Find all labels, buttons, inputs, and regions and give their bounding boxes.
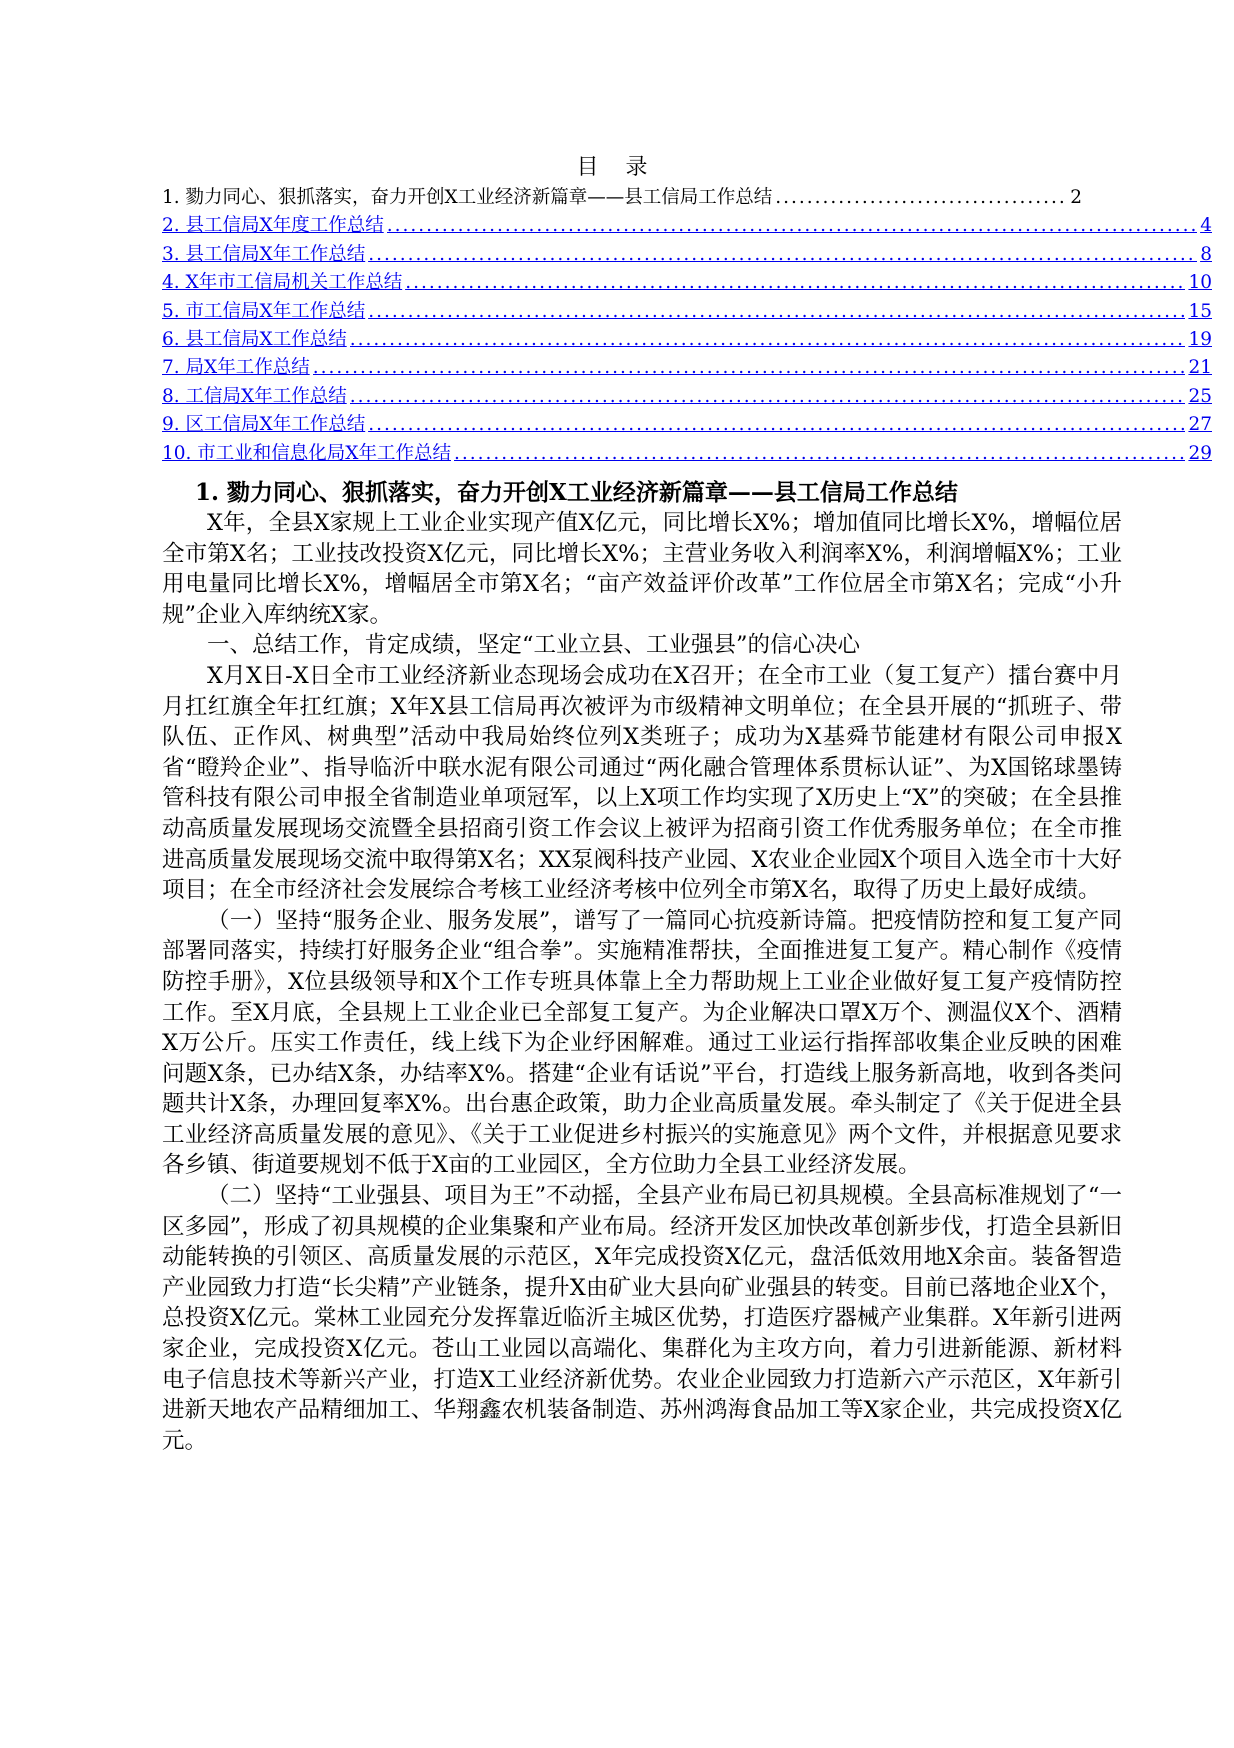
toc-entry-label: 2. 县工信局X年度工作总结 [162, 215, 384, 237]
toc-leader-dots [368, 241, 1197, 269]
toc-leader-dots [405, 269, 1185, 297]
toc-leader-dots [350, 383, 1186, 411]
toc-entry-6[interactable] [162, 326, 1212, 354]
toc-entry-label: 6. 县工信局X工作总结 [162, 328, 347, 350]
toc-entry-label: 7. 局X年工作总结 [162, 357, 310, 379]
toc-entry-1[interactable] [162, 184, 1082, 212]
toc-leader-dots [387, 212, 1198, 240]
toc-leader-dots [368, 298, 1185, 326]
toc-entry-page: 21 [1188, 357, 1212, 379]
paragraph-summary: X年，全县X家规上工业企业实现产值X亿元，同比增长X%；增加值同比增长X%，增幅位居全市第X名；工业技改投资X亿元，同比增长X%；主营业务收入利润率X%，利润增幅X%；工业用电量同比增长X%，增幅居全市第X名；“亩产效益评价改革”工作位居全市第X名；完成“小升规”企业入库纳统X家。 [162, 510, 1122, 628]
toc-entry-3[interactable] [162, 241, 1212, 269]
toc-entry-label: 9. 区工信局X年工作总结 [162, 414, 366, 436]
toc-entry-page: 2 [1070, 187, 1082, 208]
toc-entry-page: 4 [1200, 215, 1212, 237]
toc-entry-7[interactable] [162, 354, 1212, 382]
toc-entry-page: 19 [1188, 328, 1212, 350]
paragraph-subheading: 一、总结工作，肯定成绩，坚定“工业立县、工业强县”的信心决心 [207, 632, 861, 659]
toc-entry-label: 10. 市工业和信息化局X年工作总结 [162, 442, 451, 464]
body-text [162, 508, 1122, 1456]
toc-entry-2[interactable] [162, 212, 1212, 240]
toc-entry-4[interactable] [162, 269, 1212, 297]
section-heading: 1. 勠力同心、狠抓落实，奋力开创X工业经济新篇章——县工信局工作总结 [195, 479, 958, 506]
toc-leader-dots [368, 411, 1185, 439]
paragraph-projects: （二）坚持“工业强县、项目为王”不动摇，全县产业布局已初具规模。全县高标准规划了“一区多园”，形成了初具规模的企业集聚和产业布局。经济开发区加快改革创新步伐，打造全县新旧动能转换的引领区、高质量发展的示范区，X年完成投资X亿元，盘活低效用地X余亩。装备智造产业园致力打造“长尖精”产业链条，提升X由矿业大县向矿业强县的转变。目前已落地企业X个，总投资X亿元。棠林工业园充分发挥靠近临沂主城区优势，打造医疗器械产业集群。X年新引进两家企业，完成投资X亿元。苍山工业园以高端化、集群化为主攻方向，着力引进新能源、新材料电子信息技术等新兴产业，打造X工业经济新优势。农业企业园致力打造新六产示范区，X年新引进新天地农产品精细加工、华翔鑫农机装备制造、苏州鸿海食品加工等X家企业，共完成投资X亿元。 [162, 1183, 1122, 1454]
toc-entry-label: 5. 市工信局X年工作总结 [162, 300, 366, 322]
toc-entry-label: 1. 勠力同心、狠抓落实，奋力开创X工业经济新篇章——县工信局工作总结 [162, 187, 773, 208]
toc-leader-dots [454, 440, 1185, 468]
toc-entry-page: 8 [1200, 243, 1212, 265]
toc-entry-10[interactable] [162, 440, 1212, 468]
toc-entry-label: 3. 县工信局X年工作总结 [162, 243, 366, 265]
toc-entry-page: 25 [1188, 385, 1212, 407]
toc-entry-label: 8. 工信局X年工作总结 [162, 385, 347, 407]
paragraph-service: （一）坚持“服务企业、服务发展”，谱写了一篇同心抗疫新诗篇。把疫情防控和复工复产同部署同落实，持续打好服务企业“组合拳”。实施精准帮扶，全面推进复工复产。精心制作《疫情防控手册》，X位县级领导和X个工作专班具体靠上全力帮助规上工业企业做好复工复产疫情防控工作。至X月底，全县规上工业企业已全部复工复产。为企业解决口罩X万个、测温仪X个、酒精X万公斤。压实工作责任，线上线下为企业纾困解难。通过工业运行指挥部收集企业反映的困难问题X条，已办结X条，办结率X%。搭建“企业有话说”平台，打造线上服务新高地，收到各类问题共计X条，办理回复率X%。出台惠企政策，助力企业高质量发展。牵头制定了《关于促进全县工业经济高质量发展的意见》、《关于工业促进乡村振兴的实施意见》两个文件，并根据意见要求各乡镇、街道要规划不低于X亩的工业园区，全方位助力全县工业经济发展。 [162, 907, 1122, 1179]
toc-leader-dots [313, 354, 1186, 382]
toc-leader-dots [775, 184, 1067, 212]
toc-entry-label: 4. X年市工信局机关工作总结 [162, 272, 403, 294]
toc-entry-page: 15 [1188, 300, 1212, 322]
toc-title: 目 录 [576, 155, 658, 180]
toc-entry-page: 29 [1188, 442, 1212, 464]
toc-entry-page: 10 [1188, 272, 1212, 294]
toc-entry-9[interactable] [162, 411, 1212, 439]
toc-entry-page: 27 [1188, 414, 1212, 436]
paragraph-achievements: X月X日-X日全市工业经济新业态现场会成功在X召开；在全市工业（复工复产）擂台赛中月月扛红旗全年扛红旗；X年X县工信局再次被评为市级精神文明单位；在全县开展的“抓班子、带队伍、正作风、树典型”活动中我局始终位列X类班子；成功为X基舜节能建材有限公司申报X省“瞪羚企业”、指导临沂中联水泥有限公司通过“两化融合管理体系贯标认证”、为X国铭球墨铸管科技有限公司申报全省制造业单项冠军，以上X项工作均实现了X历史上“X”的突破；在全县推动高质量发展现场交流暨全县招商引资工作会议上被评为招商引资工作优秀服务单位；在全市推进高质量发展现场交流中取得第X名；XX泵阀科技产业园、X农业企业园X个项目入选全市十大好项目；在全市经济社会发展综合考核工业经济考核中位列全市第X名，取得了历史上最好成绩。 [162, 662, 1122, 904]
table-of-contents [162, 184, 1212, 468]
toc-leader-dots [350, 326, 1186, 354]
toc-entry-8[interactable] [162, 383, 1212, 411]
toc-entry-5[interactable] [162, 298, 1212, 326]
